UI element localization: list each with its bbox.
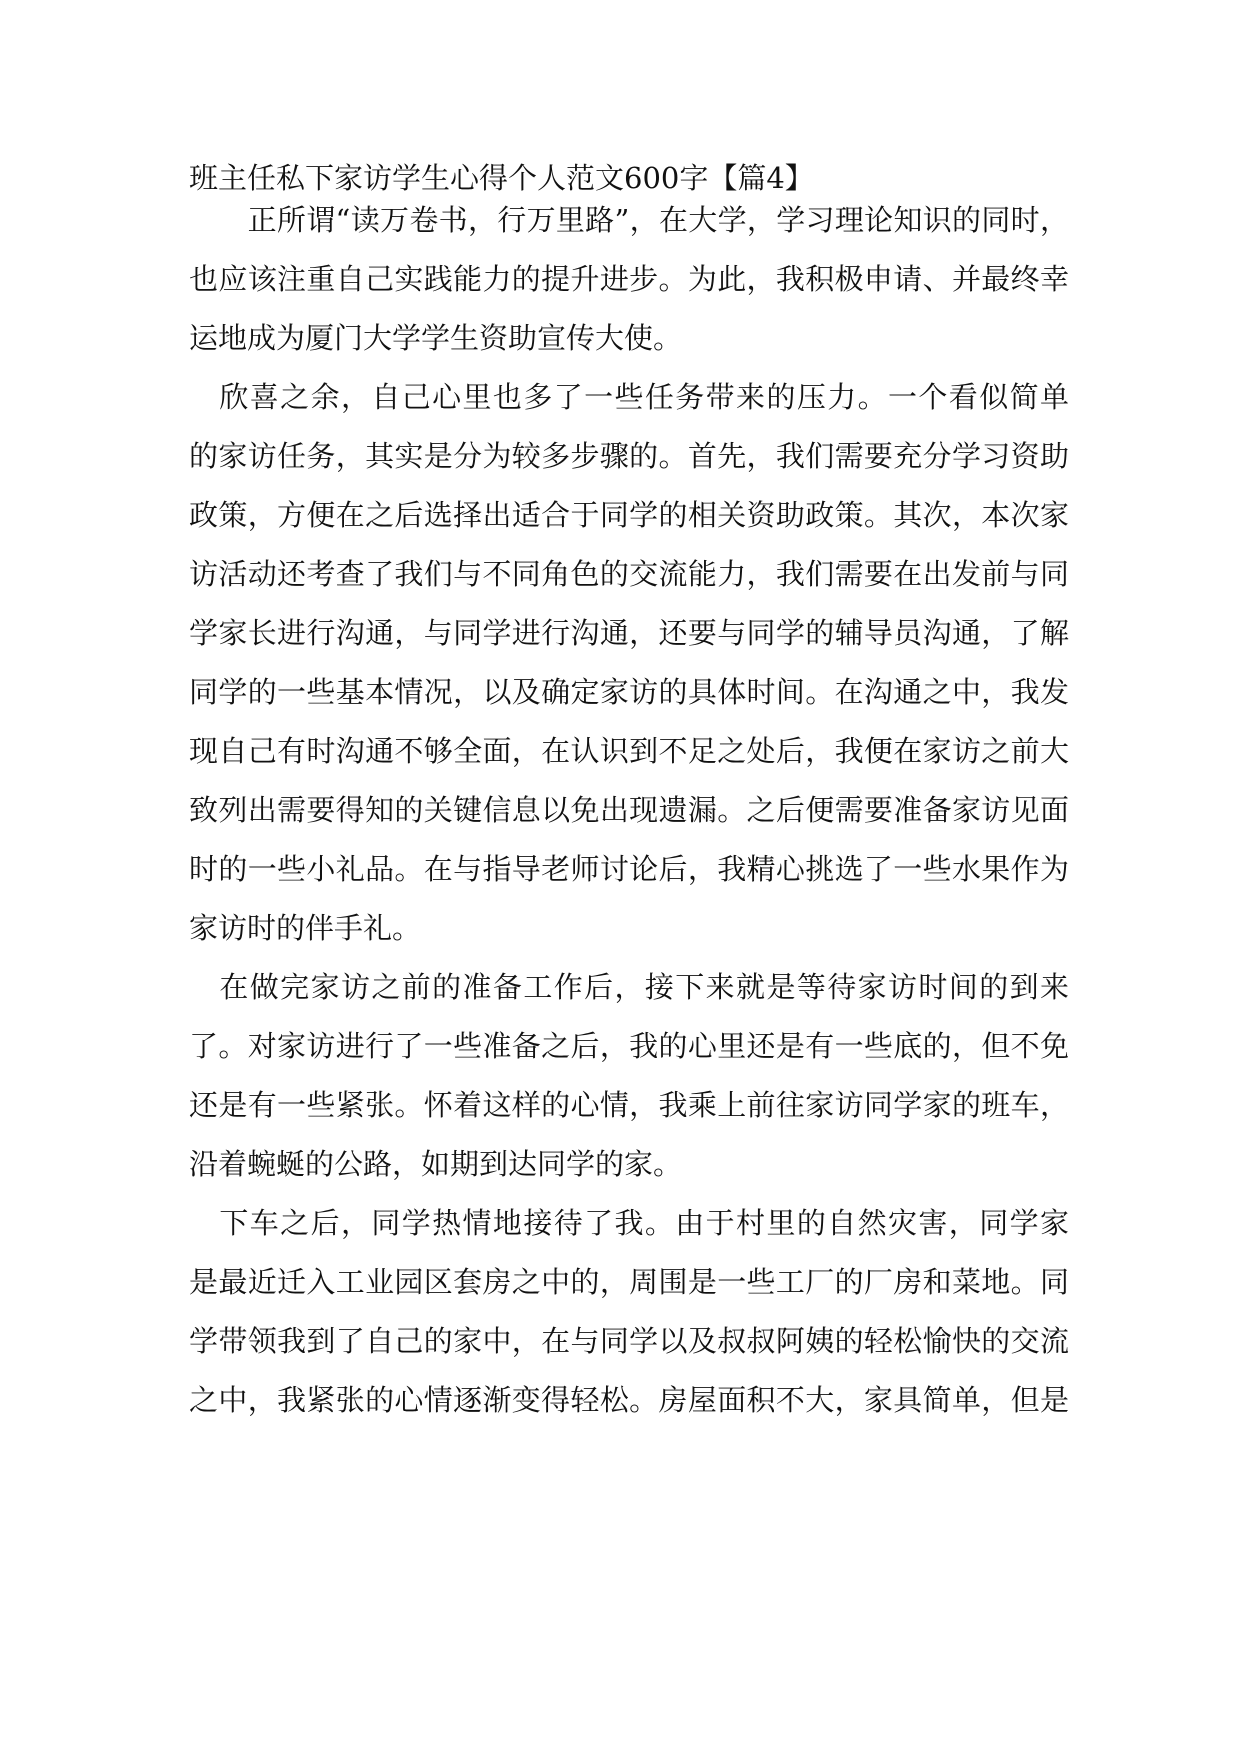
text-line: 之中，我紧张的心情逐渐变得轻松。房屋面积不大，家具简单，但是 (189, 1383, 1069, 1417)
text-line: 在做完家访之前的准备工作后，接下来就是等待家访时间的到来 (189, 970, 1069, 1004)
text-line: 同学的一些基本情况，以及确定家访的具体时间。在沟通之中，我发 (189, 675, 1069, 709)
text-line: 正所谓“读万卷书，行万里路”，在大学，学习理论知识的同时， (189, 203, 1069, 237)
text-line: 运地成为厦门大学学生资助宣传大使。 (189, 321, 683, 355)
text-line: 致列出需要得知的关键信息以免出现遗漏。之后便需要准备家访见面 (189, 793, 1069, 827)
document-title: 班主任私下家访学生心得个人范文600字【篇4】 (189, 161, 814, 195)
text-line: 沿着蜿蜒的公路，如期到达同学的家。 (189, 1147, 683, 1181)
text-line: 学家长进行沟通，与同学进行沟通，还要与同学的辅导员沟通，了解 (189, 616, 1069, 650)
text-line: 也应该注重自己实践能力的提升进步。为此，我积极申请、并最终幸 (189, 262, 1069, 296)
text-line: 政策，方便在之后选择出适合于同学的相关资助政策。其次，本次家 (189, 498, 1069, 532)
text-line: 的家访任务，其实是分为较多步骤的。首先，我们需要充分学习资助 (189, 439, 1069, 473)
text-line: 了。对家访进行了一些准备之后，我的心里还是有一些底的，但不免 (189, 1029, 1069, 1063)
text-line: 学带领我到了自己的家中，在与同学以及叔叔阿姨的轻松愉快的交流 (189, 1324, 1069, 1358)
text-line: 家访时的伴手礼。 (189, 911, 422, 945)
text-line: 下车之后，同学热情地接待了我。由于村里的自然灾害，同学家 (189, 1206, 1069, 1240)
text-line: 访活动还考查了我们与不同角色的交流能力，我们需要在出发前与同 (189, 557, 1069, 591)
text-line: 时的一些小礼品。在与指导老师讨论后，我精心挑选了一些水果作为 (189, 852, 1069, 886)
text-line: 还是有一些紧张。怀着这样的心情，我乘上前往家访同学家的班车， (189, 1088, 1069, 1122)
text-line: 是最近迁入工业园区套房之中的，周围是一些工厂的厂房和菜地。同 (189, 1265, 1069, 1299)
text-line: 现自己有时沟通不够全面，在认识到不足之处后，我便在家访之前大 (189, 734, 1069, 768)
text-line: 欣喜之余，自己心里也多了一些任务带来的压力。一个看似简单 (189, 380, 1069, 414)
